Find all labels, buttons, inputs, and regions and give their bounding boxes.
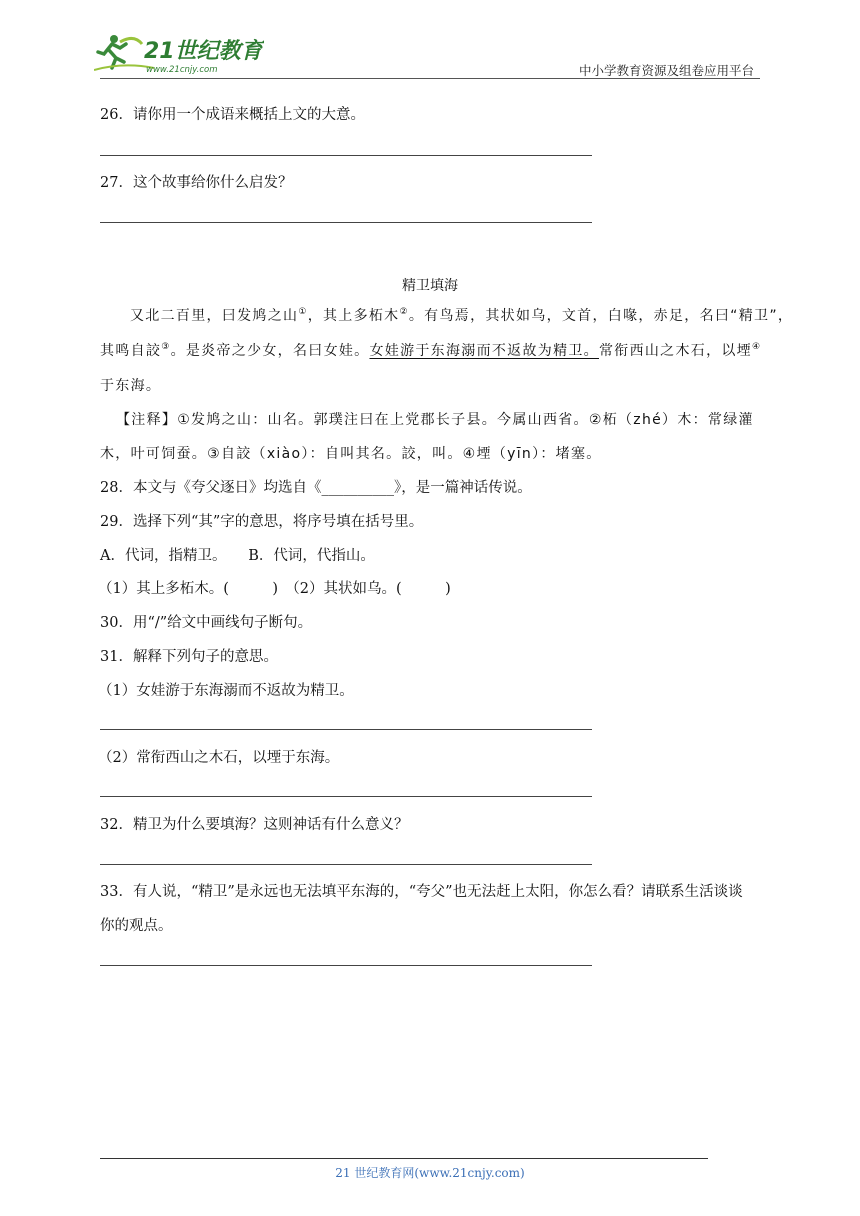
annotation-line-1: 【注释】①发鸠之山：山名。郭璞注曰在上党郡长子县。今属山西省。②柘（zhé）木：常绿灌	[116, 412, 754, 428]
answer-line-27[interactable]	[100, 222, 592, 223]
footnote-marker: ④	[751, 342, 762, 352]
question-32: 32．精卫为什么要填海？这则神话有什么意义？	[100, 817, 409, 833]
question-33-line-1: 33．有人说，“精卫”是永远也无法填平东海的，“夸父”也无法赶上太阳，你怎么看？请联系生活谈谈	[100, 884, 743, 900]
passage-line-3: 于东海。	[100, 378, 162, 394]
footnote-marker: ①	[298, 307, 308, 317]
footnote-marker: ②	[399, 307, 409, 317]
footer-divider	[100, 1158, 708, 1159]
underlined-sentence: 女娃游于东海溺而不返故为精卫。	[369, 343, 599, 359]
question-29-options: A．代词，指精卫。 B．代词，代指山。	[100, 548, 375, 564]
question-29-items: （1）其上多柘木。( ) （2）其状如乌。( )	[98, 581, 451, 597]
page-footer[interactable]: 21 世纪教育网(www.21cnjy.com)	[335, 1166, 525, 1180]
passage-line-1	[130, 306, 793, 326]
question-26: 26．请你用一个成语来概括上文的大意。	[100, 107, 365, 123]
question-33-line-2: 你的观点。	[100, 918, 173, 934]
footnote-marker: ③	[161, 342, 171, 352]
passage-line-2	[100, 341, 761, 361]
question-31: 31．解释下列句子的意思。	[100, 649, 278, 665]
passage-text: 。是炎帝之少女，名曰女娃。	[170, 343, 370, 359]
passage-title: 精卫填海	[402, 278, 458, 294]
passage-text: ，其上多柘木	[307, 308, 400, 324]
question-29: 29．选择下列“其”字的意思，将序号填在括号里。	[100, 514, 424, 530]
answer-line-32[interactable]	[100, 864, 592, 865]
answer-line-26[interactable]	[100, 155, 592, 156]
passage-text: 。有鸟焉，其状如乌，文首，白喙，赤足，名曰“精卫”，	[408, 308, 794, 324]
question-28: 28．本文与《夸父逐日》均选自《__________》，是一篇神话传说。	[100, 480, 532, 496]
annotation-line-2: 木，叶可饲蚕。③自詨（xiào）：自叫其名。詨，叫。④堙（yīn）：堵塞。	[100, 446, 602, 462]
question-30: 30．用“/”给文中画线句子断句。	[100, 615, 313, 631]
question-27: 27．这个故事给你什么启发？	[100, 175, 293, 191]
page-header	[0, 0, 860, 80]
question-31-1: （1）女娃游于东海溺而不返故为精卫。	[98, 683, 354, 699]
answer-line-31-2[interactable]	[100, 796, 592, 797]
header-divider	[100, 78, 760, 79]
passage-text: 常衔西山之木石，以堙	[598, 343, 752, 359]
logo-url: www.21cnjy.com	[146, 65, 218, 75]
logo-text: 21世纪教育	[144, 39, 263, 64]
passage-text: 又北二百里，曰发鸠之山	[130, 308, 299, 324]
passage-text: 其鸣自詨	[100, 343, 162, 359]
platform-name: 中小学教育资源及组卷应用平台	[578, 63, 754, 78]
question-31-2: （2）常衔西山之木石，以堙于东海。	[98, 750, 340, 766]
answer-line-31-1[interactable]	[100, 729, 592, 730]
answer-line-33[interactable]	[100, 965, 592, 966]
site-logo	[94, 32, 264, 76]
